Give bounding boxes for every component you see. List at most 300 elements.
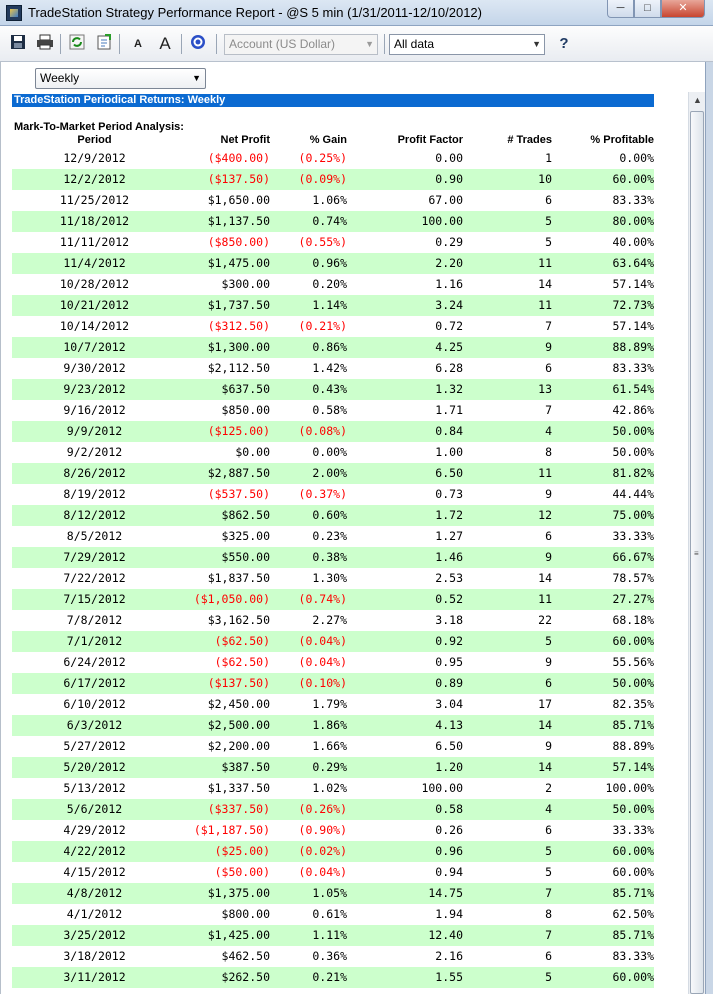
- table-row: [12, 400, 654, 421]
- table-row: [12, 253, 654, 274]
- period-cell: 9/2/2012: [66, 445, 123, 459]
- gain-cell: 0.23%: [312, 529, 347, 543]
- net-profit-cell: ($400.00): [207, 151, 270, 165]
- gain-cell: (0.37%): [298, 487, 347, 501]
- header-profitable: % Profitable: [590, 134, 654, 146]
- net-profit-cell: $0.00: [235, 445, 270, 459]
- table-row: [12, 652, 654, 673]
- profit-factor-cell: 100.00: [421, 214, 463, 228]
- table-row: [12, 841, 654, 862]
- period-cell: 8/5/2012: [66, 529, 123, 543]
- trades-cell: 14: [538, 760, 552, 774]
- profitable-cell: 60.00%: [612, 970, 654, 984]
- period-cell: 10/7/2012: [63, 340, 126, 354]
- report-content: [0, 62, 713, 994]
- trades-cell: 17: [538, 697, 552, 711]
- trades-cell: 9: [545, 487, 552, 501]
- export-icon[interactable]: [94, 34, 114, 54]
- trades-cell: 14: [538, 718, 552, 732]
- gain-cell: 1.06%: [312, 193, 347, 207]
- profitable-cell: 60.00%: [612, 844, 654, 858]
- profitable-cell: 33.33%: [612, 529, 654, 543]
- trades-cell: 2: [545, 781, 552, 795]
- table-row: [12, 967, 654, 988]
- table-row: [12, 631, 654, 652]
- trades-cell: 7: [545, 403, 552, 417]
- period-cell: 8/19/2012: [63, 487, 126, 501]
- profit-factor-cell: 0.26: [435, 823, 463, 837]
- gain-cell: (0.08%): [298, 424, 347, 438]
- trades-cell: 6: [545, 676, 552, 690]
- net-profit-cell: $1,375.00: [207, 886, 270, 900]
- net-profit-cell: $800.00: [221, 907, 270, 921]
- profitable-cell: 75.00%: [612, 508, 654, 522]
- table-row: [12, 442, 654, 463]
- gain-cell: 2.27%: [312, 613, 347, 627]
- period-cell: 6/24/2012: [63, 655, 126, 669]
- trades-cell: 8: [545, 907, 552, 921]
- net-profit-cell: $637.50: [221, 382, 270, 396]
- gain-cell: 0.60%: [312, 508, 347, 522]
- chevron-down-icon: ▼: [532, 39, 541, 49]
- period-cell: 9/23/2012: [63, 382, 126, 396]
- net-profit-cell: $1,837.50: [207, 571, 270, 585]
- period-cell: 12/9/2012: [63, 151, 126, 165]
- net-profit-cell: $2,500.00: [207, 718, 270, 732]
- gain-cell: 0.29%: [312, 760, 347, 774]
- profitable-cell: 33.33%: [612, 823, 654, 837]
- trades-cell: 5: [545, 970, 552, 984]
- trades-cell: 5: [545, 634, 552, 648]
- period-cell: 11/25/2012: [59, 193, 130, 207]
- period-cell: 7/8/2012: [66, 613, 123, 627]
- profitable-cell: 63.64%: [612, 256, 654, 270]
- header-period: Period: [77, 134, 112, 146]
- period-cell: 11/18/2012: [59, 214, 130, 228]
- table-row: [12, 232, 654, 253]
- period-cell: 7/29/2012: [63, 550, 126, 564]
- table-row: [12, 379, 654, 400]
- period-cell: 12/2/2012: [63, 172, 126, 186]
- header-net-profit: Net Profit: [220, 134, 270, 146]
- window-frame-edge: [705, 62, 713, 994]
- net-profit-cell: $862.50: [221, 508, 270, 522]
- period-cell: 7/1/2012: [66, 634, 123, 648]
- net-profit-cell: $462.50: [221, 949, 270, 963]
- gain-cell: 0.58%: [312, 403, 347, 417]
- target-icon[interactable]: [188, 34, 208, 54]
- gain-cell: 1.79%: [312, 697, 347, 711]
- net-profit-cell: $2,112.50: [207, 361, 270, 375]
- period-cell: 6/3/2012: [66, 718, 123, 732]
- profitable-cell: 62.50%: [612, 907, 654, 921]
- gain-cell: 1.30%: [312, 571, 347, 585]
- trades-cell: 8: [545, 445, 552, 459]
- net-profit-cell: $1,337.50: [207, 781, 270, 795]
- profitable-cell: 83.33%: [612, 949, 654, 963]
- trades-cell: 11: [538, 592, 552, 606]
- period-select-value: Weekly: [40, 71, 80, 85]
- save-icon[interactable]: [8, 34, 28, 54]
- profit-factor-cell: 0.95: [435, 655, 463, 669]
- profit-factor-cell: 1.55: [435, 970, 463, 984]
- profit-factor-cell: 2.53: [435, 571, 463, 585]
- table-row: [12, 778, 654, 799]
- trades-cell: 4: [545, 424, 552, 438]
- profitable-cell: 83.33%: [612, 193, 654, 207]
- net-profit-cell: $325.00: [221, 529, 270, 543]
- profit-factor-cell: 0.94: [435, 865, 463, 879]
- table-row: [12, 316, 654, 337]
- period-cell: 8/26/2012: [63, 466, 126, 480]
- profitable-cell: 80.00%: [612, 214, 654, 228]
- profitable-cell: 72.73%: [612, 298, 654, 312]
- header-gain: % Gain: [309, 134, 347, 146]
- trades-cell: 22: [538, 613, 552, 627]
- maximize-button[interactable]: □: [634, 0, 661, 18]
- trades-cell: 4: [545, 802, 552, 816]
- profitable-cell: 0.00%: [619, 151, 654, 165]
- period-cell: 9/16/2012: [63, 403, 126, 417]
- profit-factor-cell: 1.94: [435, 907, 463, 921]
- table-row: [12, 169, 654, 190]
- profit-factor-cell: 14.75: [428, 886, 463, 900]
- table-row: [12, 484, 654, 505]
- period-cell: 4/22/2012: [63, 844, 126, 858]
- table-row: [12, 358, 654, 379]
- table-body: [12, 148, 654, 988]
- gain-cell: 0.21%: [312, 970, 347, 984]
- toolbar-separator: [216, 34, 217, 54]
- table-row: [12, 526, 654, 547]
- trades-cell: 12: [538, 508, 552, 522]
- gain-cell: 0.20%: [312, 277, 347, 291]
- net-profit-cell: ($62.50): [214, 634, 270, 648]
- profitable-cell: 57.14%: [612, 760, 654, 774]
- gain-cell: (0.02%): [298, 844, 347, 858]
- gain-cell: (0.26%): [298, 802, 347, 816]
- toolbar-separator: [60, 34, 61, 54]
- profit-factor-cell: 0.90: [435, 172, 463, 186]
- net-profit-cell: ($50.00): [214, 865, 270, 879]
- table-row: [12, 190, 654, 211]
- trades-cell: 9: [545, 655, 552, 669]
- profit-factor-cell: 1.71: [435, 403, 463, 417]
- net-profit-cell: $1,650.00: [207, 193, 270, 207]
- profit-factor-cell: 1.27: [435, 529, 463, 543]
- period-cell: 10/21/2012: [59, 298, 130, 312]
- trades-cell: 14: [538, 277, 552, 291]
- net-profit-cell: ($125.00): [207, 424, 270, 438]
- period-cell: 7/22/2012: [63, 571, 126, 585]
- period-cell: 9/30/2012: [63, 361, 126, 375]
- gain-cell: 1.66%: [312, 739, 347, 753]
- gain-cell: 0.96%: [312, 256, 347, 270]
- table-row: [12, 694, 654, 715]
- net-profit-cell: $850.00: [221, 403, 270, 417]
- table-row: [12, 946, 654, 967]
- profitable-cell: 60.00%: [612, 865, 654, 879]
- gain-cell: (0.10%): [298, 676, 347, 690]
- net-profit-cell: $1,475.00: [207, 256, 270, 270]
- period-cell: 9/9/2012: [66, 424, 123, 438]
- chevron-down-icon: ▼: [192, 73, 201, 83]
- net-profit-cell: $300.00: [221, 277, 270, 291]
- header-trades: # Trades: [507, 134, 552, 146]
- profit-factor-cell: 0.89: [435, 676, 463, 690]
- table-row: [12, 904, 654, 925]
- period-cell: 10/28/2012: [59, 277, 130, 291]
- table-row: [12, 673, 654, 694]
- report-banner: TradeStation Periodical Returns: Weekly: [12, 94, 654, 107]
- gain-cell: 0.86%: [312, 340, 347, 354]
- net-profit-cell: $2,887.50: [207, 466, 270, 480]
- trades-cell: 6: [545, 949, 552, 963]
- scroll-up-icon[interactable]: ▲: [693, 95, 702, 105]
- profit-factor-cell: 0.92: [435, 634, 463, 648]
- profit-factor-cell: 6.50: [435, 466, 463, 480]
- profitable-cell: 40.00%: [612, 235, 654, 249]
- period-cell: 6/10/2012: [63, 697, 126, 711]
- trades-cell: 5: [545, 844, 552, 858]
- trades-cell: 11: [538, 298, 552, 312]
- profitable-cell: 50.00%: [612, 424, 654, 438]
- periodical-returns-table: [12, 133, 654, 988]
- profit-factor-cell: 1.32: [435, 382, 463, 396]
- print-icon[interactable]: [35, 34, 55, 54]
- profit-factor-cell: 0.84: [435, 424, 463, 438]
- table-row: [12, 610, 654, 631]
- table-header: [12, 133, 654, 148]
- table-row: [12, 883, 654, 904]
- profitable-cell: 57.14%: [612, 277, 654, 291]
- profit-factor-cell: 0.72: [435, 319, 463, 333]
- profitable-cell: 60.00%: [612, 172, 654, 186]
- account-select[interactable]: [224, 34, 378, 55]
- profitable-cell: 85.71%: [612, 886, 654, 900]
- profit-factor-cell: 1.46: [435, 550, 463, 564]
- table-row: [12, 568, 654, 589]
- net-profit-cell: $1,137.50: [207, 214, 270, 228]
- profitable-cell: 88.89%: [612, 739, 654, 753]
- toolbar-separator: [181, 34, 182, 54]
- period-cell: 5/13/2012: [63, 781, 126, 795]
- profitable-cell: 88.89%: [612, 340, 654, 354]
- period-cell: 5/6/2012: [66, 802, 123, 816]
- profitable-cell: 66.67%: [612, 550, 654, 564]
- data-range-select[interactable]: [389, 34, 545, 55]
- trades-cell: 13: [538, 382, 552, 396]
- period-cell: 4/1/2012: [66, 907, 123, 921]
- table-row: [12, 862, 654, 883]
- profitable-cell: 85.71%: [612, 718, 654, 732]
- profitable-cell: 68.18%: [612, 613, 654, 627]
- period-cell: 5/20/2012: [63, 760, 126, 774]
- table-row: [12, 736, 654, 757]
- profit-factor-cell: 0.29: [435, 235, 463, 249]
- net-profit-cell: ($137.50): [207, 172, 270, 186]
- gain-cell: 0.74%: [312, 214, 347, 228]
- profit-factor-cell: 4.25: [435, 340, 463, 354]
- net-profit-cell: ($337.50): [207, 802, 270, 816]
- net-profit-cell: ($1,187.50): [193, 823, 270, 837]
- trades-cell: 9: [545, 739, 552, 753]
- toolbar-separator: [119, 34, 120, 54]
- table-row: [12, 589, 654, 610]
- table-row: [12, 337, 654, 358]
- net-profit-cell: $1,300.00: [207, 340, 270, 354]
- profitable-cell: 61.54%: [612, 382, 654, 396]
- period-cell: 4/15/2012: [63, 865, 126, 879]
- gain-cell: 1.02%: [312, 781, 347, 795]
- gain-cell: 1.11%: [312, 928, 347, 942]
- trades-cell: 6: [545, 193, 552, 207]
- gain-cell: 0.38%: [312, 550, 347, 564]
- gain-cell: 0.00%: [312, 445, 347, 459]
- period-cell: 7/15/2012: [63, 592, 126, 606]
- profitable-cell: 78.57%: [612, 571, 654, 585]
- gain-cell: 1.86%: [312, 718, 347, 732]
- net-profit-cell: ($25.00): [214, 844, 270, 858]
- table-row: [12, 757, 654, 778]
- tradestation-app-icon: [6, 5, 22, 21]
- gain-cell: 0.36%: [312, 949, 347, 963]
- trades-cell: 7: [545, 319, 552, 333]
- table-row: [12, 295, 654, 316]
- profitable-cell: 50.00%: [612, 676, 654, 690]
- profit-factor-cell: 3.24: [435, 298, 463, 312]
- profit-factor-cell: 1.16: [435, 277, 463, 291]
- gain-cell: (0.25%): [298, 151, 347, 165]
- minimize-button[interactable]: ─: [607, 0, 634, 18]
- profitable-cell: 81.82%: [612, 466, 654, 480]
- gain-cell: (0.04%): [298, 634, 347, 648]
- trades-cell: 6: [545, 529, 552, 543]
- profit-factor-cell: 0.52: [435, 592, 463, 606]
- period-cell: 3/11/2012: [63, 970, 126, 984]
- table-row: [12, 148, 654, 169]
- profitable-cell: 44.44%: [612, 487, 654, 501]
- profit-factor-cell: 4.13: [435, 718, 463, 732]
- net-profit-cell: $1,737.50: [207, 298, 270, 312]
- profit-factor-cell: 2.16: [435, 949, 463, 963]
- table-row: [12, 211, 654, 232]
- trades-cell: 5: [545, 865, 552, 879]
- trades-cell: 7: [545, 928, 552, 942]
- decrease-font-icon[interactable]: A: [134, 38, 142, 50]
- trades-cell: 5: [545, 235, 552, 249]
- net-profit-cell: $387.50: [221, 760, 270, 774]
- chevron-down-icon: ▼: [365, 39, 374, 49]
- table-row: [12, 463, 654, 484]
- gain-cell: 1.05%: [312, 886, 347, 900]
- window-controls: [607, 0, 705, 18]
- trades-cell: 10: [538, 172, 552, 186]
- period-cell: 3/18/2012: [63, 949, 126, 963]
- trades-cell: 11: [538, 256, 552, 270]
- gain-cell: (0.21%): [298, 319, 347, 333]
- vertical-scrollbar[interactable]: [688, 92, 705, 994]
- refresh-icon[interactable]: [67, 34, 87, 54]
- net-profit-cell: ($137.50): [207, 676, 270, 690]
- profit-factor-cell: 67.00: [428, 193, 463, 207]
- profitable-cell: 100.00%: [605, 781, 654, 795]
- period-cell: 4/8/2012: [66, 886, 123, 900]
- profitable-cell: 55.56%: [612, 655, 654, 669]
- net-profit-cell: ($850.00): [207, 235, 270, 249]
- trades-cell: 9: [545, 340, 552, 354]
- net-profit-cell: $2,200.00: [207, 739, 270, 753]
- table-row: [12, 799, 654, 820]
- period-cell: 5/27/2012: [63, 739, 126, 753]
- gain-cell: 0.61%: [312, 907, 347, 921]
- table-row: [12, 820, 654, 841]
- trades-cell: 14: [538, 571, 552, 585]
- scrollbar-thumb[interactable]: [690, 111, 704, 994]
- period-select[interactable]: [35, 68, 206, 89]
- help-icon[interactable]: ?: [559, 35, 569, 52]
- table-row: [12, 547, 654, 568]
- close-button[interactable]: ✕: [661, 0, 705, 18]
- profit-factor-cell: 0.00: [435, 151, 463, 165]
- profit-factor-cell: 1.20: [435, 760, 463, 774]
- net-profit-cell: ($62.50): [214, 655, 270, 669]
- trades-cell: 11: [538, 466, 552, 480]
- account-select-value: Account (US Dollar): [229, 37, 336, 51]
- profit-factor-cell: 2.20: [435, 256, 463, 270]
- profit-factor-cell: 100.00: [421, 781, 463, 795]
- profitable-cell: 50.00%: [612, 445, 654, 459]
- net-profit-cell: $262.50: [221, 970, 270, 984]
- section-title: Mark-To-Market Period Analysis:: [14, 121, 184, 133]
- header-profit-factor: Profit Factor: [397, 134, 463, 146]
- gain-cell: (0.90%): [298, 823, 347, 837]
- trades-cell: 7: [545, 886, 552, 900]
- gain-cell: (0.74%): [298, 592, 347, 606]
- trades-cell: 5: [545, 214, 552, 228]
- gain-cell: (0.55%): [298, 235, 347, 249]
- gain-cell: (0.04%): [298, 655, 347, 669]
- gain-cell: 1.14%: [312, 298, 347, 312]
- title-bar: [0, 0, 713, 26]
- table-row: [12, 274, 654, 295]
- table-row: [12, 421, 654, 442]
- gain-cell: 0.43%: [312, 382, 347, 396]
- net-profit-cell: $2,450.00: [207, 697, 270, 711]
- increase-font-icon[interactable]: A: [159, 34, 171, 53]
- trades-cell: 6: [545, 361, 552, 375]
- toolbar: [0, 26, 713, 62]
- net-profit-cell: ($312.50): [207, 319, 270, 333]
- profitable-cell: 85.71%: [612, 928, 654, 942]
- profitable-cell: 50.00%: [612, 802, 654, 816]
- grip-icon: ≡: [694, 549, 699, 558]
- profitable-cell: 27.27%: [612, 592, 654, 606]
- profitable-cell: 57.14%: [612, 319, 654, 333]
- profit-factor-cell: 3.18: [435, 613, 463, 627]
- table-row: [12, 925, 654, 946]
- gain-cell: (0.09%): [298, 172, 347, 186]
- net-profit-cell: $550.00: [221, 550, 270, 564]
- profit-factor-cell: 6.50: [435, 739, 463, 753]
- profit-factor-cell: 0.96: [435, 844, 463, 858]
- profitable-cell: 83.33%: [612, 361, 654, 375]
- gain-cell: 2.00%: [312, 466, 347, 480]
- profit-factor-cell: 12.40: [428, 928, 463, 942]
- trades-cell: 9: [545, 550, 552, 564]
- profit-factor-cell: 3.04: [435, 697, 463, 711]
- profitable-cell: 60.00%: [612, 634, 654, 648]
